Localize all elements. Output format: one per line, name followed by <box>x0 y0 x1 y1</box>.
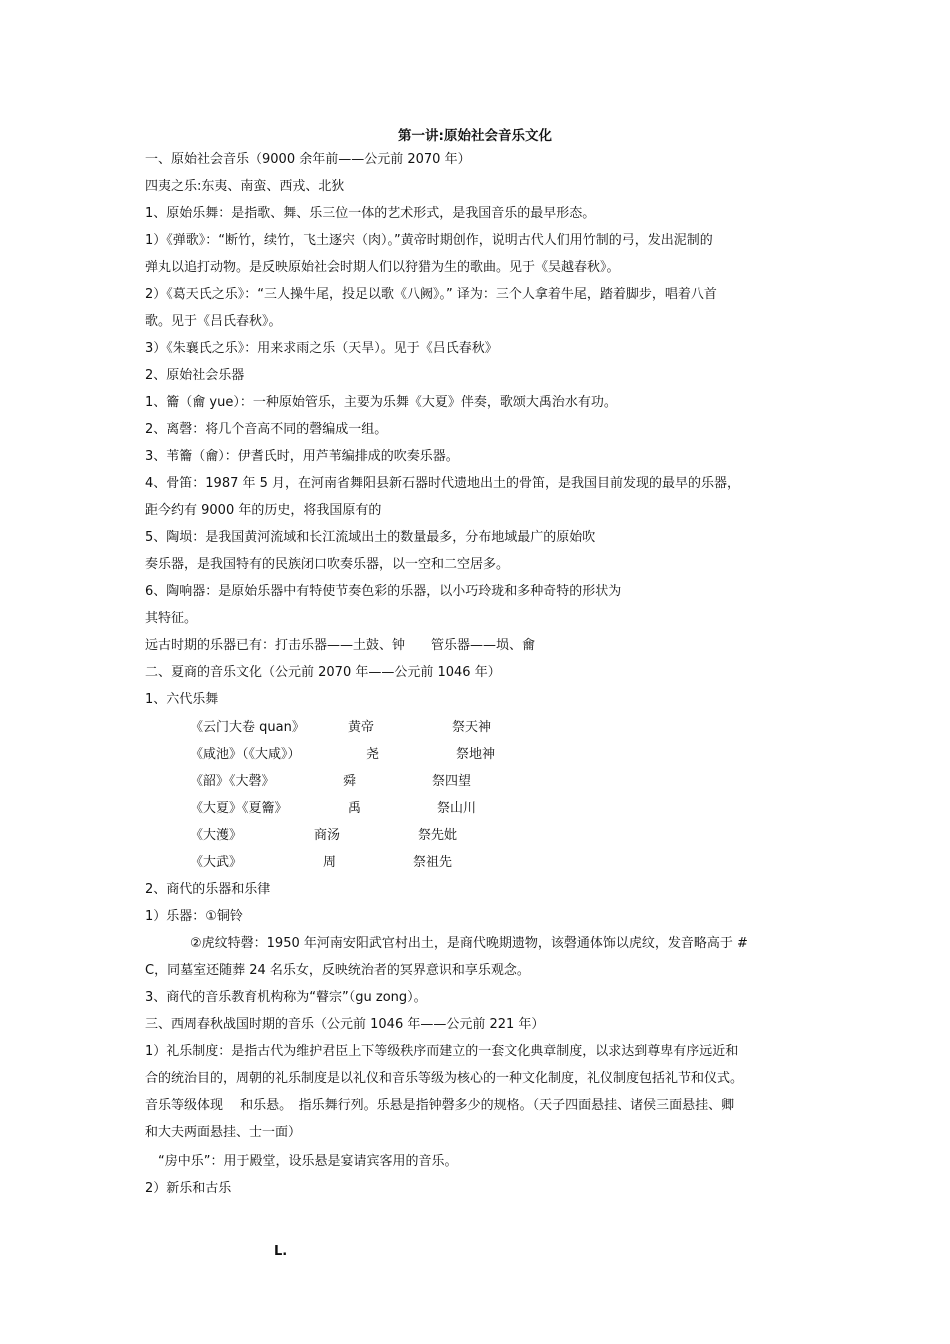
text-line: 奏乐器，是我国特有的民族闭口吹奏乐器，以一空和二空居多。 <box>145 557 510 572</box>
text-line: 2、原始社会乐器 <box>145 368 245 383</box>
text-line: 远古时期的乐器已有：打击乐器——土鼓、钟 管乐器——埙、龠 <box>145 638 536 653</box>
text-line: 音乐等级体现 和乐悬。 指乐舞行列。乐悬是指钟磬多少的规格。（天子四面悬挂、诸侯三面悬挂、卿 <box>145 1098 735 1113</box>
text-line: 其特征。 <box>145 611 198 626</box>
text-line: 歌。见于《吕氏春秋》。 <box>145 314 282 329</box>
text-line: “房中乐”：用于殿堂，设乐悬是宴请宾客用的音乐。 <box>158 1154 458 1169</box>
dance-rite: 祭地神 <box>456 747 496 762</box>
dance-name: 《大武》 <box>190 855 243 870</box>
dance-rite: 祭山川 <box>437 801 477 816</box>
text-line: 4、骨笛：1987 年 5 月，在河南省舞阳县新石器时代遗地出土的骨笛，是我国目前发现的最早的乐器， <box>145 476 741 491</box>
dance-name: 《韶》《大磬》 <box>190 774 275 789</box>
text-line: 1）《弹歌》：“断竹，续竹，飞土逐宍（肉）。”黄帝时期创作，说明古代人们用竹制的弓，发出泥制的 <box>145 233 713 248</box>
dance-rite: 祭四望 <box>432 774 472 789</box>
text-line: 5、陶埙：是我国黄河流域和长江流域出土的数量最多，分布地域最广的原始吹 <box>145 530 596 545</box>
page-footer-mark: L. <box>274 1244 288 1259</box>
dance-ruler: 禹 <box>348 801 362 816</box>
text-line: 3、苇籥（龠）：伊耆氏时，用芦苇编排成的吹奏乐器。 <box>145 449 459 464</box>
text-line: 合的统治目的，周朝的礼乐制度是以礼仪和音乐等级为核心的一种文化制度，礼仪制度包括礼节和仪式。 <box>145 1071 744 1086</box>
text-line: 2）《葛天氏之乐》：“三人操牛尾，投足以歌《八阙》。” 译为：三个人拿着牛尾，踏着脚步，唱着八首 <box>145 287 717 302</box>
dance-rite: 祭祖先 <box>413 855 453 870</box>
dance-name: 《云门大卷 quan》 <box>190 720 305 735</box>
text-line: 2）新乐和古乐 <box>145 1181 232 1196</box>
text-line: 弹丸以追打动物。是反映原始社会时期人们以狩猎为生的歌曲。见于《吴越春秋》。 <box>145 260 620 275</box>
doc-title: 第一讲:原始社会音乐文化 <box>398 128 552 144</box>
text-line: 3、商代的音乐教育机构称为“瞽宗”（gu zong）。 <box>145 990 427 1005</box>
dance-name: 《咸池》（《大咸》） <box>190 747 301 762</box>
text-line: 四夷之乐:东夷、南蛮、西戎、北狄 <box>145 179 345 194</box>
dance-name: 《大濩》 <box>190 828 243 843</box>
text-line: 1、六代乐舞 <box>145 692 219 707</box>
dance-rite: 祭天神 <box>452 720 492 735</box>
text-line: 1）礼乐制度：是指古代为维护君臣上下等级秩序而建立的一套文化典章制度，以求达到尊卑有序远近和 <box>145 1044 739 1059</box>
text-line: 距今约有 9000 年的历史，将我国原有的 <box>145 503 382 518</box>
dance-ruler: 商汤 <box>314 828 341 843</box>
dance-ruler: 尧 <box>366 747 380 762</box>
text-line: C，同墓室还随葬 24 名乐女，反映统治者的冥界意识和享乐观念。 <box>145 963 530 978</box>
text-line: 1、原始乐舞：是指歌、舞、乐三位一体的艺术形式，是我国音乐的最早形态。 <box>145 206 596 221</box>
text-line: 1、籥（龠 yue）：一种原始管乐，主要为乐舞《大夏》伴奏，歌颂大禹治水有功。 <box>145 395 617 410</box>
text-line: 6、陶响器：是原始乐器中有特使节奏色彩的乐器，以小巧玲珑和多种奇特的形状为 <box>145 584 622 599</box>
section-heading: 一、原始社会音乐（9000 余年前——公元前 2070 年） <box>145 152 471 167</box>
text-line: 2、离磬：将几个音高不同的磬编成一组。 <box>145 422 388 437</box>
text-line: 和大夫两面悬挂、士一面） <box>145 1125 302 1140</box>
text-line: 1）乐器：①铜铃 <box>145 909 243 924</box>
dance-ruler: 黄帝 <box>348 720 375 735</box>
dance-ruler: 周 <box>323 855 337 870</box>
dance-ruler: 舜 <box>343 774 357 789</box>
dance-rite: 祭先妣 <box>418 828 458 843</box>
dance-name: 《大夏》《夏籥》 <box>190 801 288 816</box>
section-heading: 三、西周春秋战国时期的音乐（公元前 1046 年——公元前 221 年） <box>145 1017 545 1032</box>
text-line: ②虎纹特磬：1950 年河南安阳武官村出土，是商代晚期遗物，该磬通体饰以虎纹，发音略高于 # <box>190 936 748 951</box>
section-heading: 二、夏商的音乐文化（公元前 2070 年——公元前 1046 年） <box>145 665 501 680</box>
text-line: 2、商代的乐器和乐律 <box>145 882 271 897</box>
text-line: 3）《朱襄氏之乐》：用来求雨之乐（天旱）。见于《吕氏春秋》 <box>145 341 498 356</box>
